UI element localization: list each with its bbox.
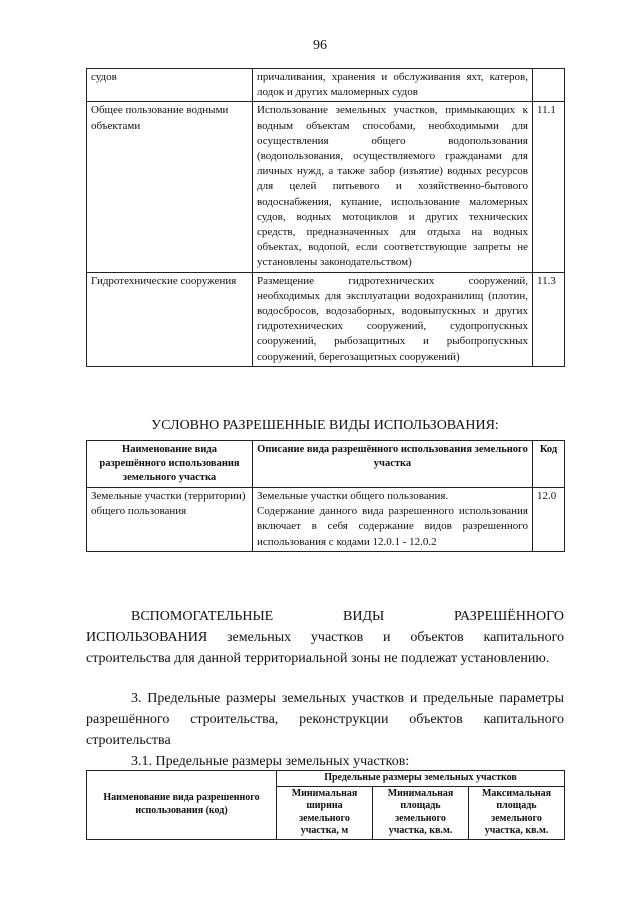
auxiliary-heading-line <box>86 606 564 627</box>
header-code: Код <box>533 441 565 488</box>
section-3-1-heading: 3.1. Предельные размеры земельных участков: <box>131 754 410 769</box>
description-line: Земельные участки общего пользования. <box>257 490 449 502</box>
header-max-area: Максимальная площадь земельного участка, кв.м. <box>469 786 565 839</box>
table-row <box>87 488 565 552</box>
use-code: 11.1 <box>533 102 565 272</box>
header-description: Описание вида разрешённого использования земельного участка <box>253 441 533 488</box>
use-description: Размещение гидротехнических сооружений, необходимых для эксплуатации водохранилищ (плотин, водосбросов, водозаборных, водовыпускных и других гидротехнических сооружений, судопропускных сооружений, рыбозащитных и рыбопропускных сооружений, берегозащитных сооружений) <box>253 272 533 366</box>
table-row <box>87 272 565 366</box>
table-row <box>87 69 565 102</box>
conditional-uses-heading: УСЛОВНО РАЗРЕШЕННЫЕ ВИДЫ ИСПОЛЬЗОВАНИЯ: <box>151 418 499 433</box>
use-description <box>253 488 533 552</box>
header-name: Наименование вида разрешённого использования земельного участка <box>87 441 253 488</box>
auxiliary-word: ВСПОМОГАТЕЛЬНЫЕ <box>131 609 274 624</box>
table-row <box>87 102 565 272</box>
conditional-use-table <box>86 440 565 552</box>
use-code: 11.3 <box>533 272 565 366</box>
use-name: Общее пользование водными объектами <box>87 102 253 272</box>
header-group: Предельные размеры земельных участков <box>277 771 565 787</box>
page-number: 96 <box>313 38 327 53</box>
plot-size-table <box>86 770 565 840</box>
use-code: 12.0 <box>533 488 565 552</box>
use-code <box>533 69 565 102</box>
use-name: Гидротехнические сооружения <box>87 272 253 366</box>
auxiliary-uses-paragraph <box>86 606 564 669</box>
use-description: Использование земельных участков, примыкающих к водным объектам способами, необходимыми для осуществления общего водопользования (водопользования, осуществляемого гражданами для личных нужд, а также забор (изъятие) водных ресурсов для целей питьевого и хозяйственно-бытового водоснабжения, купание, использование маломерных судов, водных мотоциклов и других технических средств, предназначенных для отдыха на водных объектах, водопой, если соответствующие запреты не установлены законодательством) <box>253 102 533 272</box>
header-name: Наименование вида разрешенного использования (код) <box>87 771 277 840</box>
use-description: причаливания, хранения и обслуживания яхт, катеров, лодок и других маломерных судов <box>253 69 533 102</box>
header-min-width: Минимальная ширина земельного участка, м <box>277 786 373 839</box>
permitted-use-table <box>86 68 565 367</box>
description-line: Содержание данного вида разрешенного использования включает в себя содержание видов разрешенного использования с кодами 12.0.1 - 12.0.2 <box>257 505 528 548</box>
use-name: судов <box>87 69 253 102</box>
table-header-row <box>87 441 565 488</box>
table-header-row <box>87 771 565 787</box>
auxiliary-word: РАЗРЕШЁННОГО <box>454 609 564 624</box>
header-min-area: Минимальная площадь земельного участка, кв.м. <box>373 786 469 839</box>
use-name: Земельные участки (территории) общего пользования <box>87 488 253 552</box>
auxiliary-text: ИСПОЛЬЗОВАНИЯ земельных участков и объектов капитального строительства для данной территориальной зоны не подлежат установлению. <box>86 630 564 666</box>
section-3-paragraph: 3. Предельные размеры земельных участков и предельные параметры разрешённого строительства, реконструкции объектов капитального строительства <box>86 691 564 748</box>
auxiliary-word: ВИДЫ <box>343 609 385 624</box>
